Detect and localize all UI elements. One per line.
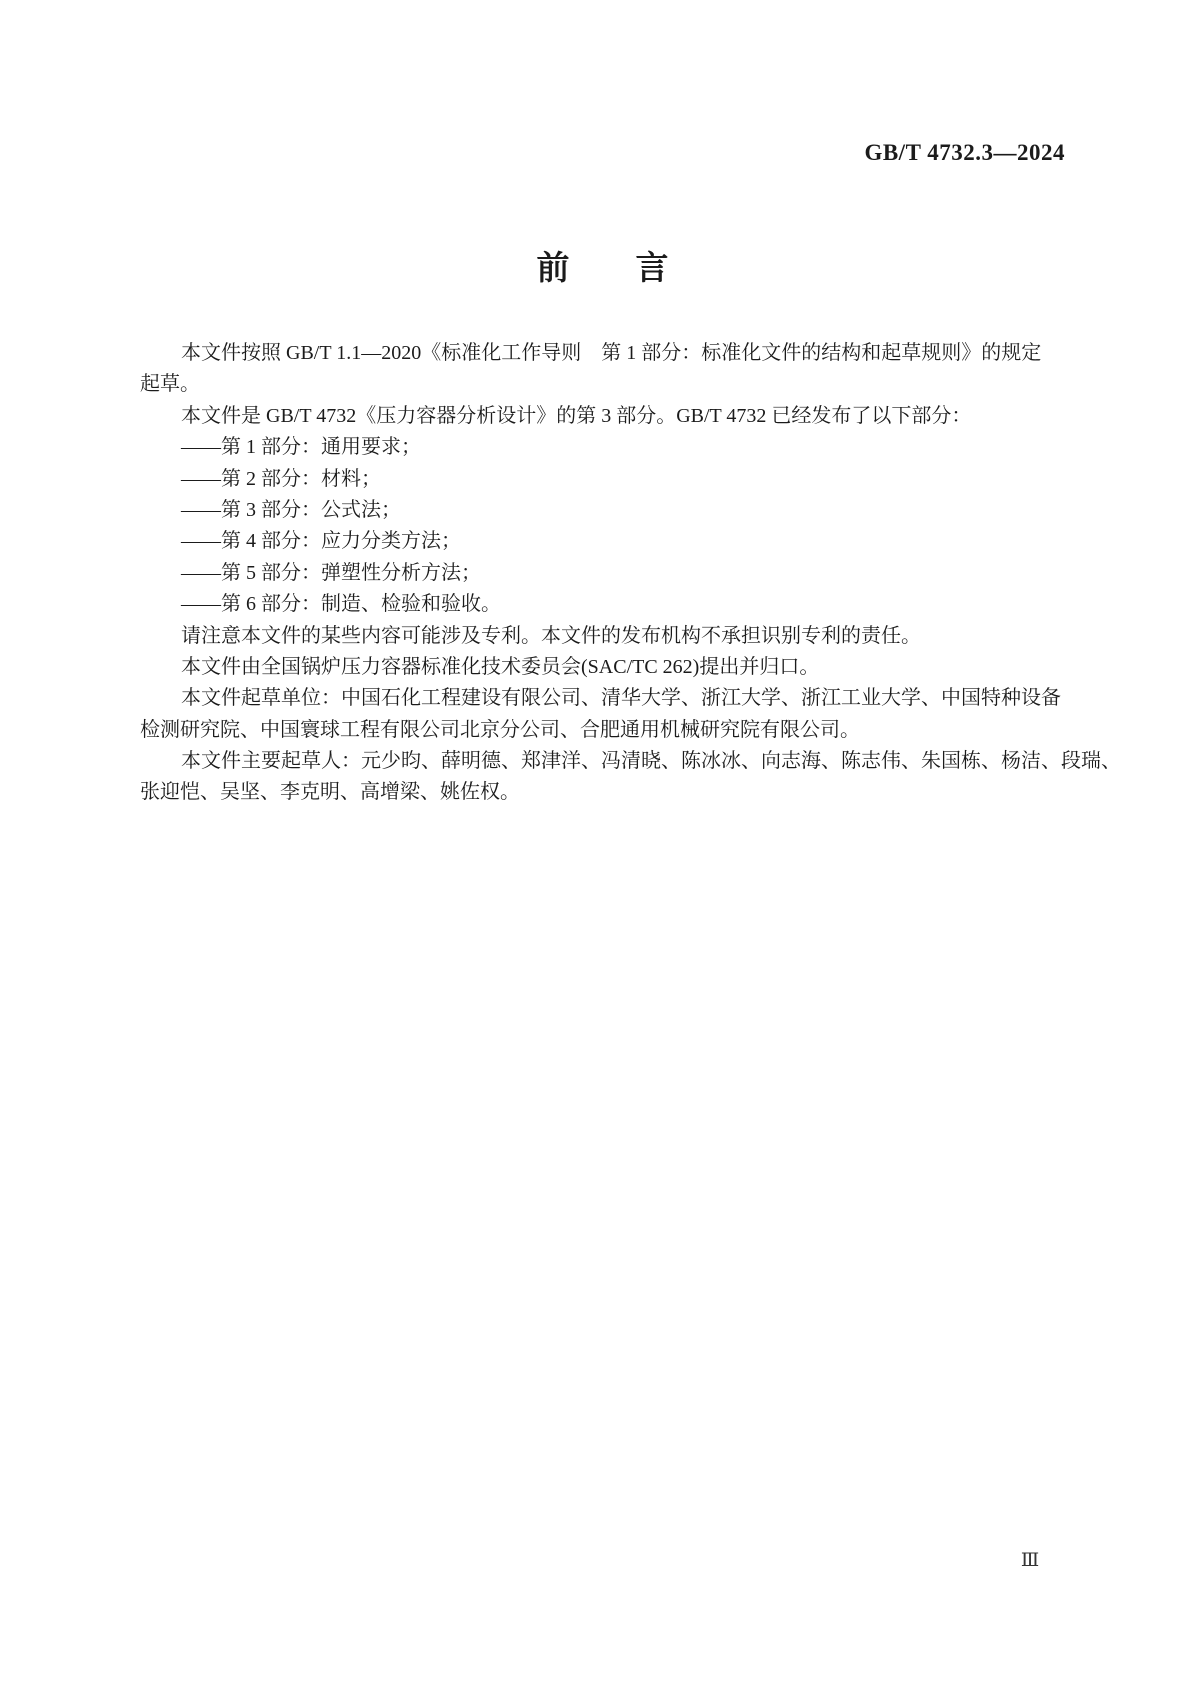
body-line: ——第 6 部分：制造、检验和验收。 <box>181 593 501 616</box>
foreword-title: 前 言 <box>536 249 669 286</box>
standard-number: GB/T 4732.3—2024 <box>864 140 1065 165</box>
body-line: ——第 1 部分：通用要求； <box>181 436 421 459</box>
body-line: 请注意本文件的某些内容可能涉及专利。本文件的发布机构不承担识别专利的责任。 <box>181 624 921 647</box>
body-line: ——第 5 部分：弹塑性分析方法； <box>181 561 481 584</box>
body-line: 本文件由全国锅炉压力容器标准化技术委员会(SAC/TC 262)提出并归口。 <box>181 655 820 678</box>
body-line: 检测研究院、中国寰球工程有限公司北京分公司、合肥通用机械研究院有限公司。 <box>140 718 860 741</box>
body-text <box>140 338 1121 809</box>
body-line: 本文件是 GB/T 4732《压力容器分析设计》的第 3 部分。GB/T 4732 已经发布了以下部分： <box>181 404 972 427</box>
page-number: Ⅲ <box>1020 1550 1040 1571</box>
body-line: 起草。 <box>140 373 200 396</box>
body-line: ——第 2 部分：材料； <box>181 467 381 490</box>
body-line: 本文件主要起草人：元少昀、薛明德、郑津洋、冯清晓、陈冰冰、向志海、陈志伟、朱国栋、杨洁、段瑞、 <box>181 750 1121 773</box>
body-line: 张迎恺、吴坚、李克明、高增梁、姚佐权。 <box>140 781 520 804</box>
body-line: 本文件按照 GB/T 1.1—2020《标准化工作导则 第 1 部分：标准化文件的结构和起草规则》的规定 <box>181 342 1042 364</box>
body-line: ——第 3 部分：公式法； <box>181 498 401 521</box>
body-line: 本文件起草单位：中国石化工程建设有限公司、清华大学、浙江大学、浙江工业大学、中国特种设备 <box>181 687 1061 710</box>
body-line: ——第 4 部分：应力分类方法； <box>181 530 461 553</box>
